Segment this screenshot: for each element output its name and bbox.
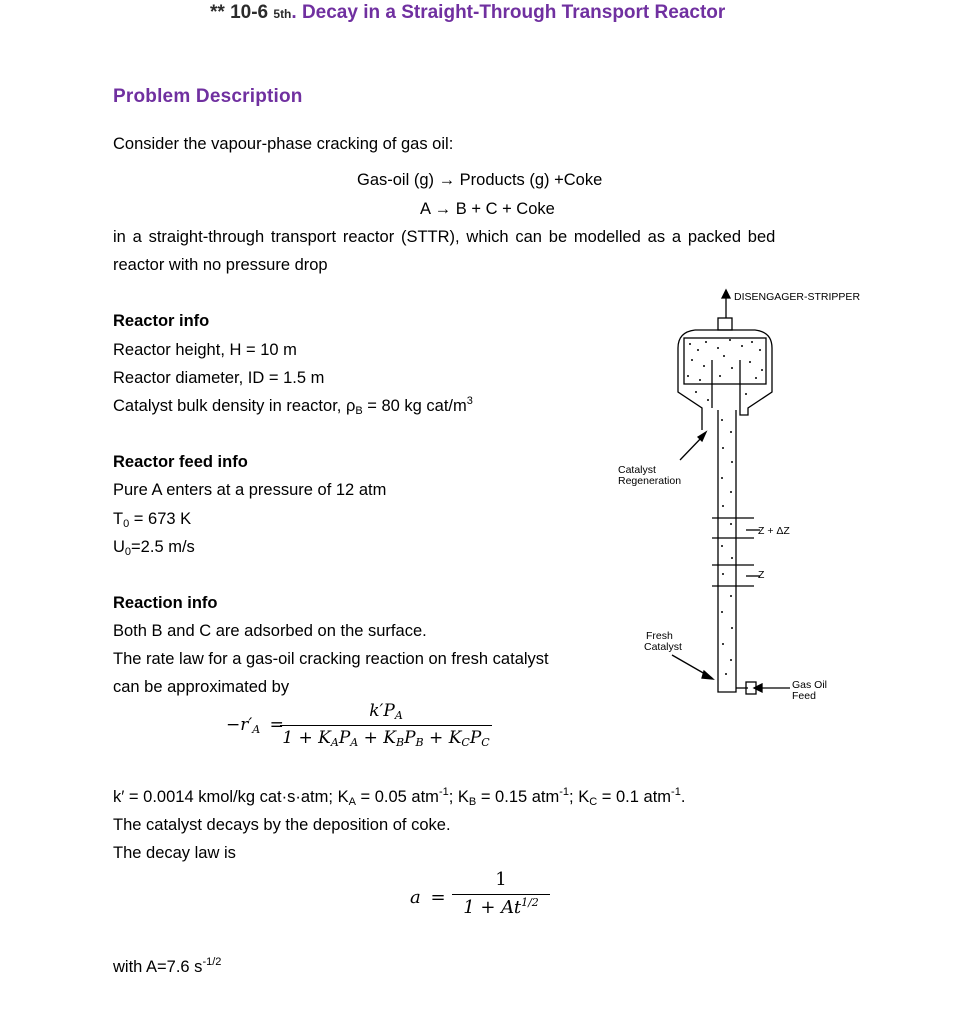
density-sub: B bbox=[355, 405, 363, 417]
density-value: = 80 kg cat/m bbox=[362, 397, 467, 415]
feed-temperature bbox=[113, 509, 191, 529]
vel-label: U bbox=[113, 538, 125, 556]
kb-value: = 0.15 atm bbox=[476, 788, 560, 806]
rate-numerator-sub: A bbox=[394, 709, 403, 722]
label-regeneration: Regeneration bbox=[618, 475, 682, 487]
title-text: . Decay in a Straight-Through Transport Reactor bbox=[291, 2, 726, 23]
feed-info-heading: Reactor feed info bbox=[113, 453, 248, 471]
page-title bbox=[210, 2, 725, 24]
reactor-description-1: in a straight-through transport reactor (STTR), which can be modelled as a packed bed bbox=[113, 228, 776, 246]
reaction-line-1: Gas-oil (g) → Products (g) +Coke bbox=[357, 171, 603, 189]
ka-exp: -1 bbox=[438, 786, 449, 798]
reactor-height: Reactor height, H = 10 m bbox=[113, 341, 297, 359]
kb-exp: -1 bbox=[559, 786, 570, 798]
feed-velocity bbox=[113, 537, 195, 557]
decay-denominator-text: 1 + At bbox=[463, 897, 522, 918]
decay-denominator-exp: 1/2 bbox=[521, 896, 539, 909]
edition-label: 5th bbox=[273, 7, 292, 21]
reaction-line-2: A → B + C + Coke bbox=[420, 200, 555, 218]
reaction-info-1: Both B and C are adsorbed on the surface. bbox=[113, 622, 427, 640]
decay-text-1: The catalyst decays by the deposition of coke. bbox=[113, 816, 451, 834]
rate-law-fraction bbox=[280, 701, 492, 748]
rate-numerator-text: k′P bbox=[369, 701, 395, 721]
decay-equals: = bbox=[430, 887, 446, 908]
constants-end: . bbox=[680, 788, 686, 806]
label-catalyst: Catalyst bbox=[618, 464, 656, 476]
vel-value: =2.5 m/s bbox=[131, 538, 195, 556]
decay-text-2: The decay law is bbox=[113, 844, 236, 862]
ka-label: K bbox=[337, 788, 349, 806]
decay-denominator bbox=[452, 895, 550, 918]
temp-label: T bbox=[113, 510, 124, 528]
rate-law-lhs bbox=[226, 715, 284, 735]
reactor-description-2: reactor with no pressure drop bbox=[113, 256, 328, 274]
kc-exp: -1 bbox=[671, 786, 681, 798]
rate-denominator: $1 + K_AP_A + K_BP_B + K_CP_C$ bbox=[282, 728, 490, 749]
kc-value: = 0.1 atm bbox=[597, 788, 672, 806]
vel-sub: 0 bbox=[124, 546, 132, 558]
rate-equals: = bbox=[269, 715, 284, 735]
feed-pressure: Pure A enters at a pressure of 12 atm bbox=[113, 481, 387, 499]
temp-value: = 673 K bbox=[129, 510, 192, 528]
k-value: k′ = 0.0014 kmol/kg cat·s·atm; bbox=[113, 788, 338, 806]
label-gas-oil: Gas Oil bbox=[792, 679, 828, 691]
kc-sub: C bbox=[589, 796, 598, 808]
decay-constant-exp: -1/2 bbox=[202, 956, 222, 968]
rate-lhs-sub: A bbox=[252, 723, 261, 736]
reactor-info-heading: Reactor info bbox=[113, 312, 210, 330]
temp-sub: 0 bbox=[123, 518, 130, 530]
rate-constants bbox=[113, 787, 685, 807]
decay-lhs-text: a bbox=[410, 887, 421, 908]
intro-text: Consider the vapour-phase cracking of gas oil: bbox=[113, 135, 454, 153]
label-fresh-catalyst: Catalyst bbox=[644, 641, 682, 653]
ka-value: = 0.05 atm bbox=[355, 788, 439, 806]
reaction-info-3: can be approximated by bbox=[113, 678, 290, 696]
decay-numerator: 1 bbox=[495, 869, 507, 890]
label-feed: Feed bbox=[792, 690, 816, 702]
decay-constant-text: with A=7.6 s bbox=[113, 958, 203, 976]
kc-label: ; K bbox=[569, 788, 590, 806]
decay-constant bbox=[113, 957, 221, 977]
reaction-info-heading: Reaction info bbox=[113, 594, 218, 612]
density-label: Catalyst bulk density in reactor, ρ bbox=[113, 397, 356, 415]
label-disengager: DISENGAGER-STRIPPER bbox=[734, 291, 861, 303]
reactor-diagram bbox=[600, 280, 900, 720]
problem-description-heading: Problem Description bbox=[113, 86, 303, 107]
label-z: Z bbox=[758, 569, 765, 581]
kb-label: ; K bbox=[448, 788, 469, 806]
density-exp: 3 bbox=[466, 395, 473, 407]
catalyst-density bbox=[113, 396, 473, 416]
problem-number: ** 10-6 bbox=[210, 2, 269, 23]
kb-sub: B bbox=[468, 796, 477, 808]
decay-law-fraction bbox=[452, 869, 550, 918]
ka-sub: A bbox=[348, 796, 356, 808]
reaction-info-2: The rate law for a gas-oil cracking reaction on fresh catalyst bbox=[113, 650, 549, 668]
label-fresh: Fresh bbox=[646, 630, 673, 642]
decay-law-lhs bbox=[410, 887, 446, 908]
rate-numerator bbox=[280, 701, 492, 725]
reactor-diameter: Reactor diameter, ID = 1.5 m bbox=[113, 369, 325, 387]
label-z-dz: Z + ΔZ bbox=[758, 525, 790, 537]
rate-lhs-text: −r′ bbox=[226, 715, 253, 735]
